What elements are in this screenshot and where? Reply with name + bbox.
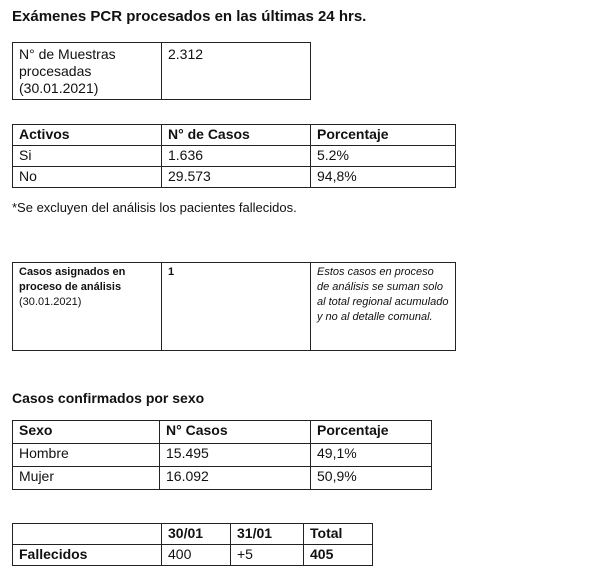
- asignados-label-cell: [13, 263, 162, 351]
- cell-porcentaje: 94,8%: [311, 167, 456, 188]
- header-empty: [13, 524, 162, 545]
- fallecidos-31-01: +5: [231, 545, 304, 566]
- table-row: [13, 43, 311, 100]
- table-header-row: [13, 421, 432, 444]
- asignados-table: [12, 262, 456, 351]
- header-n-casos: N° de Casos: [162, 125, 311, 146]
- cell-sexo: Hombre: [13, 444, 160, 467]
- cell-porcentaje: 49,1%: [311, 444, 432, 467]
- table-row: [13, 467, 432, 490]
- asignados-date: (30.01.2021): [19, 296, 82, 308]
- table-header-row: [13, 524, 373, 545]
- exclusion-note: *Se excluyen del análisis los pacientes fallecidos.: [12, 200, 297, 215]
- page-title: Exámenes PCR procesados en las últimas 24 hrs.: [12, 8, 367, 25]
- asignados-label: Casos asignados en proceso de análisis: [19, 266, 126, 293]
- header-date-30-01: 30/01: [162, 524, 231, 545]
- header-porcentaje: Porcentaje: [311, 421, 432, 444]
- header-total: Total: [304, 524, 373, 545]
- header-porcentaje: Porcentaje: [311, 125, 456, 146]
- cell-porcentaje: 50,9%: [311, 467, 432, 490]
- asignados-comment: Estos casos en proceso de análisis se suman solo al total regional acumulado y no al detalle comunal.: [311, 263, 456, 351]
- cell-porcentaje: 5.2%: [311, 146, 456, 167]
- fallecidos-table: [12, 523, 373, 566]
- fallecidos-total: 405: [304, 545, 373, 566]
- table-row: [13, 263, 456, 351]
- table-row: [13, 146, 456, 167]
- asignados-value: 1: [162, 263, 311, 351]
- table-row: [13, 167, 456, 188]
- header-n-casos: N° Casos: [160, 421, 311, 444]
- muestras-value: 2.312: [162, 43, 311, 100]
- header-activos: Activos: [13, 125, 162, 146]
- table-header-row: [13, 125, 456, 146]
- sexo-table: [12, 420, 432, 490]
- header-date-31-01: 31/01: [231, 524, 304, 545]
- table-row: [13, 444, 432, 467]
- fallecidos-30-01: 400: [162, 545, 231, 566]
- muestras-label: N° de Muestras procesadas (30.01.2021): [13, 43, 162, 100]
- fallecidos-label: Fallecidos: [13, 545, 162, 566]
- sexo-section-title: Casos confirmados por sexo: [12, 390, 205, 406]
- cell-casos: 29.573: [162, 167, 311, 188]
- cell-casos: 16.092: [160, 467, 311, 490]
- cell-casos: 1.636: [162, 146, 311, 167]
- muestras-table: [12, 42, 311, 100]
- cell-activo: Si: [13, 146, 162, 167]
- header-sexo: Sexo: [13, 421, 160, 444]
- cell-casos: 15.495: [160, 444, 311, 467]
- table-row: [13, 545, 373, 566]
- cell-sexo: Mujer: [13, 467, 160, 490]
- activos-table: [12, 124, 456, 188]
- cell-activo: No: [13, 167, 162, 188]
